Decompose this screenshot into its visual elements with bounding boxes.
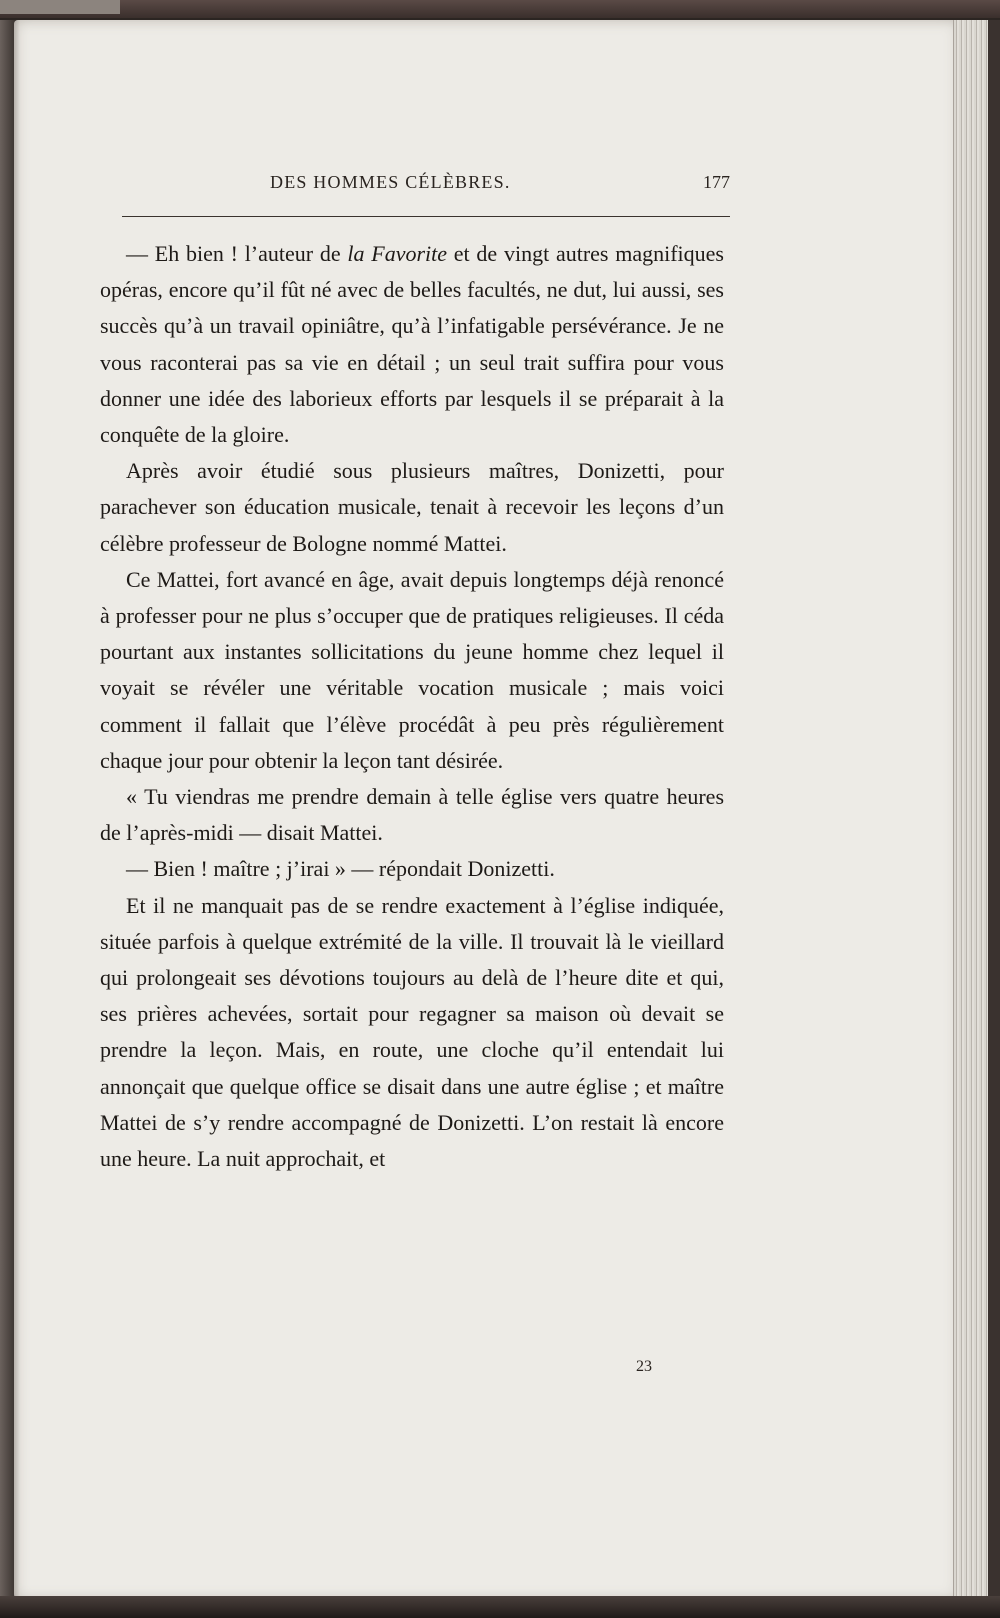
paragraph	[100, 779, 724, 851]
text-run: et de vingt autres magnifiques opéras, encore qu’il fût né avec de belles facultés, ne dut, lui aussi, ses succès qu’à un travail opiniâtre, qu’à l’infatigable persévérance. Je ne vous raconterai pas sa vie en détail ; un seul trait suffira pour vous donner une idée des laborieux efforts par lesquels il se préparait à la conquête de la gloire.	[100, 241, 724, 448]
text-run: — Eh bien ! l’auteur de	[126, 241, 348, 266]
body-text	[100, 236, 724, 1177]
paragraph	[100, 236, 724, 453]
page-header	[100, 172, 730, 202]
paragraph	[100, 851, 724, 887]
running-title: DES HOMMES CÉLÈBRES.	[270, 172, 511, 192]
text-run: Après avoir étudié sous plusieurs maîtres, Donizetti, pour parachever son éducation musicale, tenait à recevoir les leçons d’un célèbre professeur de Bologne nommé Mattei.	[100, 458, 724, 556]
signature-mark: 23	[636, 1358, 652, 1375]
text-run: — Bien ! maître ; j’irai » — répondait Donizetti.	[126, 856, 555, 882]
text-run: Ce Mattei, fort avancé en âge, avait depuis longtemps déjà renoncé à professer pour ne plus s’occuper que de pratiques religieuses. Il céda pourtant aux instantes sollicitations du jeune homme chez lequel il voyait se révéler une véritable vocation musicale ; mais voici comment il fallait que l’élève procédât à peu près régulièrement chaque jour pour obtenir la leçon tant désirée.	[100, 566, 724, 773]
paragraph	[100, 888, 724, 1178]
header-rule	[122, 216, 730, 217]
gutter-shadow	[0, 20, 20, 1600]
page-number: 177	[703, 172, 730, 192]
paragraph	[100, 453, 724, 562]
paragraph	[100, 562, 724, 779]
text-run: Et il ne manquait pas de se rendre exactement à l’église indiquée, située parfois à quelque extrémité de la ville. Il trouvait là le vieillard qui prolongeait ses dévotions toujours au delà de l’heure dite et qui, ses prières achevées, sortait pour regagner sa maison où devait se prendre la leçon. Mais, en route, une cloche qu’il entendait lui annonçait que quelque office se disait dans une autre église ; et maître Mattei de s’y rendre accompagné de Donizetti. L’on restait là encore une heure. La nuit approchait, et	[100, 892, 724, 1172]
book-cover-top-edge	[0, 0, 1000, 18]
italic-title: la Favorite	[347, 241, 448, 266]
book-bottom-edge	[0, 1596, 1000, 1618]
cover-label-strip	[0, 0, 120, 14]
cover-right-edge	[988, 20, 1000, 1600]
text-run: « Tu viendras me prendre demain à telle église vers quatre heures de l’après-midi — disait Mattei.	[100, 784, 724, 846]
